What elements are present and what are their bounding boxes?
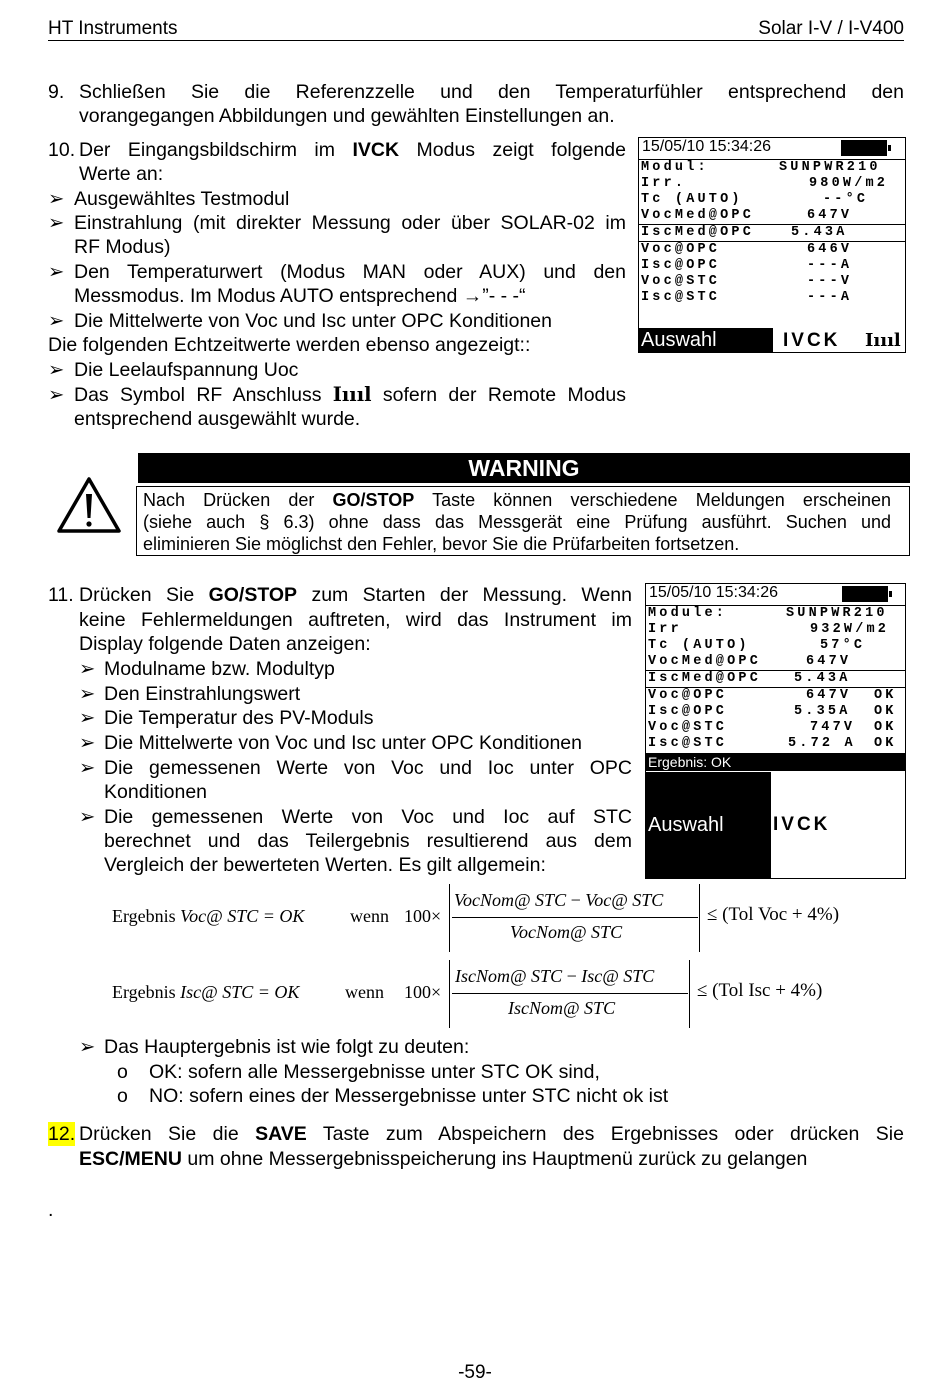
bullet-arrow-icon: ➢ — [48, 261, 65, 283]
screen1-row: Modul: SUNPWR210 — [641, 160, 881, 175]
softkey-auswahl: Auswahl — [646, 772, 771, 878]
screen1-row: Isc@OPC ---A — [641, 258, 853, 273]
screen2-row: Isc@OPC 5.35A OK — [648, 704, 897, 719]
warning-triangle-icon — [56, 476, 122, 534]
screen2-datetime: 15/05/10 15:34:26 — [649, 584, 779, 601]
result-bar: Ergebnis: OK — [646, 753, 905, 771]
header-right: Solar I-V / I-V400 — [758, 18, 904, 39]
step11-line2: keine Fehlermeldungen auftreten, wird das Instrument im — [79, 609, 632, 631]
screen1-row: Tc (AUTO) --°C — [641, 192, 869, 207]
formula1-rhs: ≤ (Tol Voc + 4%) — [707, 904, 840, 925]
screen1-row: Voc@STC ---V — [641, 274, 853, 289]
softkey-auswahl: Auswahl — [639, 328, 773, 352]
softkey-ivck: IVCK — [783, 330, 841, 351]
step10-bullet6c: entsprechend ausgewählt wurde. — [74, 408, 361, 430]
formula2-wenn: wenn — [345, 982, 384, 1002]
step11-number: 11. — [48, 584, 74, 606]
bullet-arrow-icon: ➢ — [48, 212, 65, 234]
screen1-row: Isc@STC ---A — [641, 290, 853, 305]
step12-number: 12. — [48, 1123, 76, 1145]
bullet-arrow-icon: ➢ — [79, 1036, 96, 1058]
bullet-arrow-icon: ➢ — [48, 188, 65, 210]
warning-title: WARNING — [138, 453, 910, 483]
screen1-row: Irr. 980W/m2 — [641, 176, 889, 191]
step11-bullet5b: Konditionen — [104, 781, 208, 803]
result-no: NO: sofern eines der Messergebnisse unter STC nicht ok ist — [149, 1085, 669, 1107]
stray-dot: . — [48, 1199, 54, 1221]
step10-bullet2a: Einstrahlung (mit direkter Messung oder über SOLAR-02 im — [74, 212, 626, 234]
rf-icon: Iıııl — [332, 383, 372, 406]
softkey-ivck: IVCK — [773, 814, 831, 835]
lcd-screen-1 — [638, 137, 906, 353]
step10-bullet4: Die Mittelwerte von Voc und Isc unter OPC Konditionen — [74, 310, 552, 332]
step10-bullet3a: Den Temperaturwert (Modus MAN oder AUX) und den — [74, 261, 626, 283]
step11-bullet6c: Vergleich der bewerteten Werten. Es gilt allgemein: — [104, 854, 546, 876]
step11-line1: Drücken Sie GO/STOP zum Starten der Messung. Wenn — [79, 584, 632, 606]
page-number: -59- — [458, 1362, 492, 1383]
step10-line2: Werte an: — [79, 163, 164, 185]
screen2-row: Irr 932W/m2 — [648, 622, 890, 637]
step9-line2: vorangegangen Abbildungen und gewählten Einstellungen an. — [79, 105, 615, 127]
step9-number: 9. — [48, 81, 65, 103]
formula1-wenn: wenn — [350, 906, 389, 926]
step12-line1: Drücken Sie die SAVE Taste zum Abspeichern des Ergebnisses oder drücken Sie — [79, 1123, 904, 1145]
formula2-rhs: ≤ (Tol Isc + 4%) — [697, 980, 823, 1001]
step11-bullet5a: Die gemessenen Werte von Voc und Ioc unter OPC — [104, 757, 632, 779]
lcd-screen-2 — [645, 583, 906, 879]
warning-line2: (siehe auch § 6.3) ohne dass das Messgerät eine Prüfung ausführt. Suchen und — [143, 512, 891, 532]
circle-bullet-icon: o — [117, 1085, 128, 1107]
step10-line3: Die folgenden Echtzeitwerte werden ebenso angezeigt:: — [48, 334, 531, 356]
bullet-arrow-icon: ➢ — [79, 806, 96, 828]
bullet-arrow-icon: ➢ — [79, 707, 96, 729]
step11-bullet1: Modulname bzw. Modultyp — [104, 658, 335, 680]
step9-line1: Schließen Sie die Referenzzelle und den Temperaturfühler entsprechend den — [79, 81, 904, 103]
formula2-factor: 100× — [404, 982, 442, 1002]
step10-bullet2b: RF Modus) — [74, 236, 171, 258]
step12-line2: ESC/MENU um ohne Messergebnisspeicherung ins Hauptmenü zurück zu gelangen — [79, 1148, 808, 1170]
rf-connection-icon: Iıııl — [865, 330, 901, 351]
formula1-denominator: VocNom@ STC — [510, 922, 623, 942]
step10-bullet1: Ausgewähltes Testmodul — [74, 188, 290, 210]
step11-bullet6b: berechnet und das Teilergebnis resultierend aus dem — [104, 830, 632, 852]
step10-bullet3b: Messmodus. Im Modus AUTO entsprechend →”- - -“ — [74, 285, 526, 307]
page-header — [48, 18, 904, 41]
screen2-row: IscMed@OPC 5.43A — [648, 671, 851, 686]
result-bullet: Das Hauptergebnis ist wie folgt zu deuten: — [104, 1036, 470, 1058]
step10-number: 10. — [48, 139, 76, 161]
step11-bullet3: Die Temperatur des PV-Moduls — [104, 707, 374, 729]
warning-box — [136, 486, 910, 556]
step11-line3: Display folgende Daten anzeigen: — [79, 633, 371, 655]
screen2-row: Module: SUNPWR210 — [648, 606, 888, 621]
formula1-numerator: VocNom@ STC − Voc@ STC — [454, 890, 664, 910]
bullet-arrow-icon: ➢ — [79, 757, 96, 779]
bullet-arrow-icon: ➢ — [48, 359, 65, 381]
bullet-arrow-icon: ➢ — [79, 732, 96, 754]
screen2-row: Voc@STC 747V OK — [648, 720, 897, 735]
bullet-arrow-icon: ➢ — [79, 658, 96, 680]
screen2-row: Tc (AUTO) 57°C — [648, 638, 866, 653]
bullet-arrow-icon: ➢ — [48, 384, 65, 406]
step10-bullet5: Die Leelaufspannung Uoc — [74, 359, 299, 381]
screen1-row: VocMed@OPC 647V — [641, 208, 853, 223]
screen1-row: Voc@OPC 646V — [641, 242, 853, 257]
formula2-numerator: IscNom@ STC − Isc@ STC — [455, 966, 655, 986]
warning-line1: Nach Drücken der GO/STOP Taste können verschiedene Meldungen erscheinen — [143, 490, 891, 510]
step10-line1: Der Eingangsbildschirm im IVCK Modus zeigt folgende — [79, 139, 626, 161]
warning-line3: eliminieren Sie möglichst den Fehler, bevor Sie die Prüfarbeiten fortsetzen. — [143, 534, 740, 554]
step11-bullet2: Den Einstrahlungswert — [104, 683, 301, 705]
bullet-arrow-icon: ➢ — [79, 683, 96, 705]
formula2-denominator: IscNom@ STC — [508, 998, 616, 1018]
battery-icon — [841, 140, 887, 156]
screen2-row: Voc@OPC 647V OK — [648, 688, 897, 703]
screen2-row: VocMed@OPC 647V — [648, 654, 852, 669]
screen1-datetime: 15/05/10 15:34:26 — [642, 138, 772, 155]
step11-bullet4: Die Mittelwerte von Voc und Isc unter OPC Konditionen — [104, 732, 582, 754]
formula1-lhs: Ergebnis Voc@ STC = OK — [112, 906, 305, 926]
screen1-row: IscMed@OPC 5.43A — [641, 225, 848, 240]
circle-bullet-icon: o — [117, 1061, 128, 1083]
screen2-row: Isc@STC 5.72 A OK — [648, 736, 897, 751]
result-ok: OK: sofern alle Messergebnisse unter STC OK sind, — [149, 1061, 600, 1083]
battery-icon — [842, 586, 888, 602]
formula2-lhs: Ergebnis Isc@ STC = OK — [112, 982, 300, 1002]
formula1-factor: 100× — [404, 906, 442, 926]
header-left: HT Instruments — [48, 18, 178, 39]
step10-bullet6a: Das Symbol RF Anschluss Iıııl sofern der Remote Modus — [74, 383, 626, 406]
bullet-arrow-icon: ➢ — [48, 310, 65, 332]
step11-bullet6a: Die gemessenen Werte von Voc und Ioc auf STC — [104, 806, 632, 828]
